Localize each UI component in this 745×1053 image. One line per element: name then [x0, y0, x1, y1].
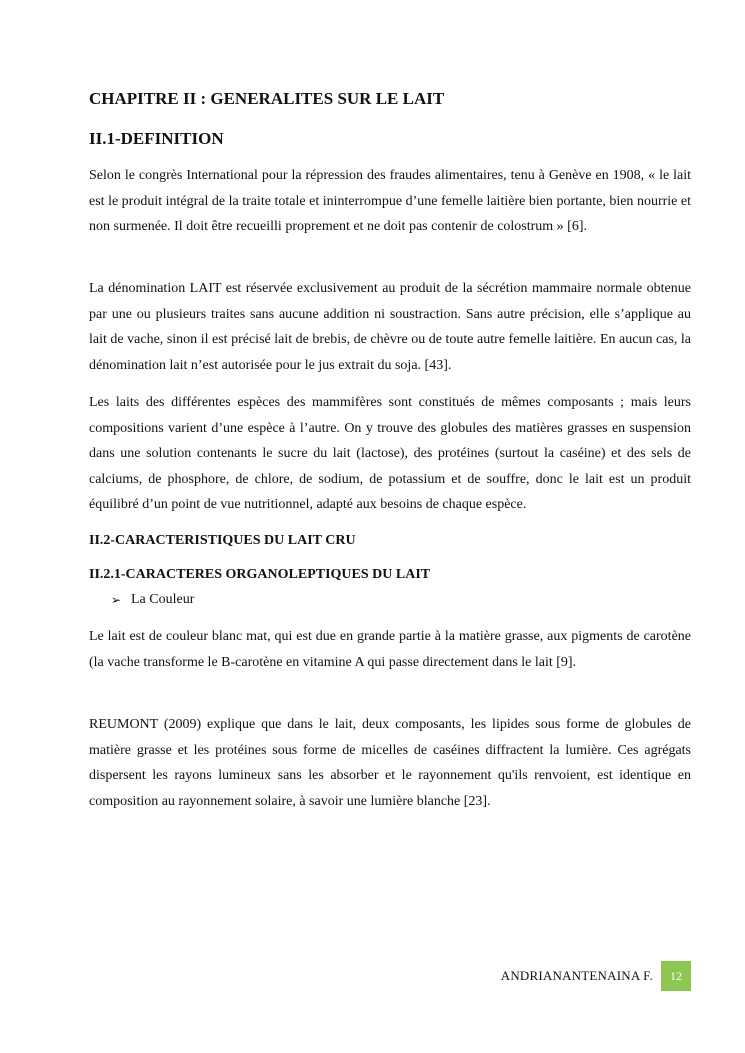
subsection-title-organoleptic: II.2.1-CARACTERES ORGANOLEPTIQUES DU LAIT — [89, 567, 431, 582]
bullet-label: La Couleur — [131, 592, 195, 607]
paragraph-denomination: La dénomination LAIT est réservée exclusivement au produit de la sécrétion mammaire normale obtenue par une ou plusieurs traites sans aucune addition ni soustraction. Sans autre précision, elle s’applique au lait de vache, sinon il est précisé lait de brebis, de chèvre ou de toute autre femelle laitière. En aucun cas, la dénomination lait n’est autorisée pour le jus extrait du soja. [43]. — [89, 281, 691, 373]
paragraph-composition: Les laits des différentes espèces des mammifères sont constitués de mêmes composants ; mais leurs compositions varient d’une espèce à l’autre. On y trouve des globules des matières grasses en suspension dans une solution contenants le sucre du lait (lactose), des protéines (surtout la caséine) et des sels de calciums, de phosphore, de chlore, de sodium, de potassium et de souffre, donc le lait est un produit équilibré d’un point de vue nutritionnel, adapté aux besoins de chaque espèce. — [89, 395, 691, 512]
bullet-item-couleur — [111, 590, 194, 610]
section-title-definition: II.1-DEFINITION — [89, 129, 224, 148]
page-number-badge: 12 — [661, 961, 691, 991]
arrow-bullet-icon: ➢ — [111, 593, 122, 607]
chapter-title: CHAPITRE II : GENERALITES SUR LE LAIT — [89, 89, 445, 108]
section-title-characteristics: II.2-CARACTERISTIQUES DU LAIT CRU — [89, 533, 356, 548]
page-footer — [501, 961, 691, 991]
footer-author: ANDRIANANTENAINA F. — [500, 968, 653, 983]
paragraph-color: Le lait est de couleur blanc mat, qui est due en grande partie à la matière grasse, aux pigments de carotène (la vache transforme le B-carotène en vitamine A qui passe directement dans le lait [9]. — [89, 629, 691, 670]
paragraph-reumont: REUMONT (2009) explique que dans le lait, deux composants, les lipides sous forme de globules de matière grasse et les protéines sous forme de micelles de caséines diffractent la lumière. Ces agrégats dispersent les rayons lumineux sans les absorber et le rayonnement qu'ils renvoient, est identique en composition au rayonnement solaire, à savoir une lumière blanche [23]. — [89, 717, 691, 809]
paragraph-definition: Selon le congrès International pour la répression des fraudes alimentaires, tenu à Genève en 1908, « le lait est le produit intégral de la traite totale et ininterrompue d’une femelle laitière bien portante, bien nourrie et non surmenée. Il doit être recueilli proprement et ne doit pas contenir de colostrum » [6]. — [89, 168, 691, 234]
